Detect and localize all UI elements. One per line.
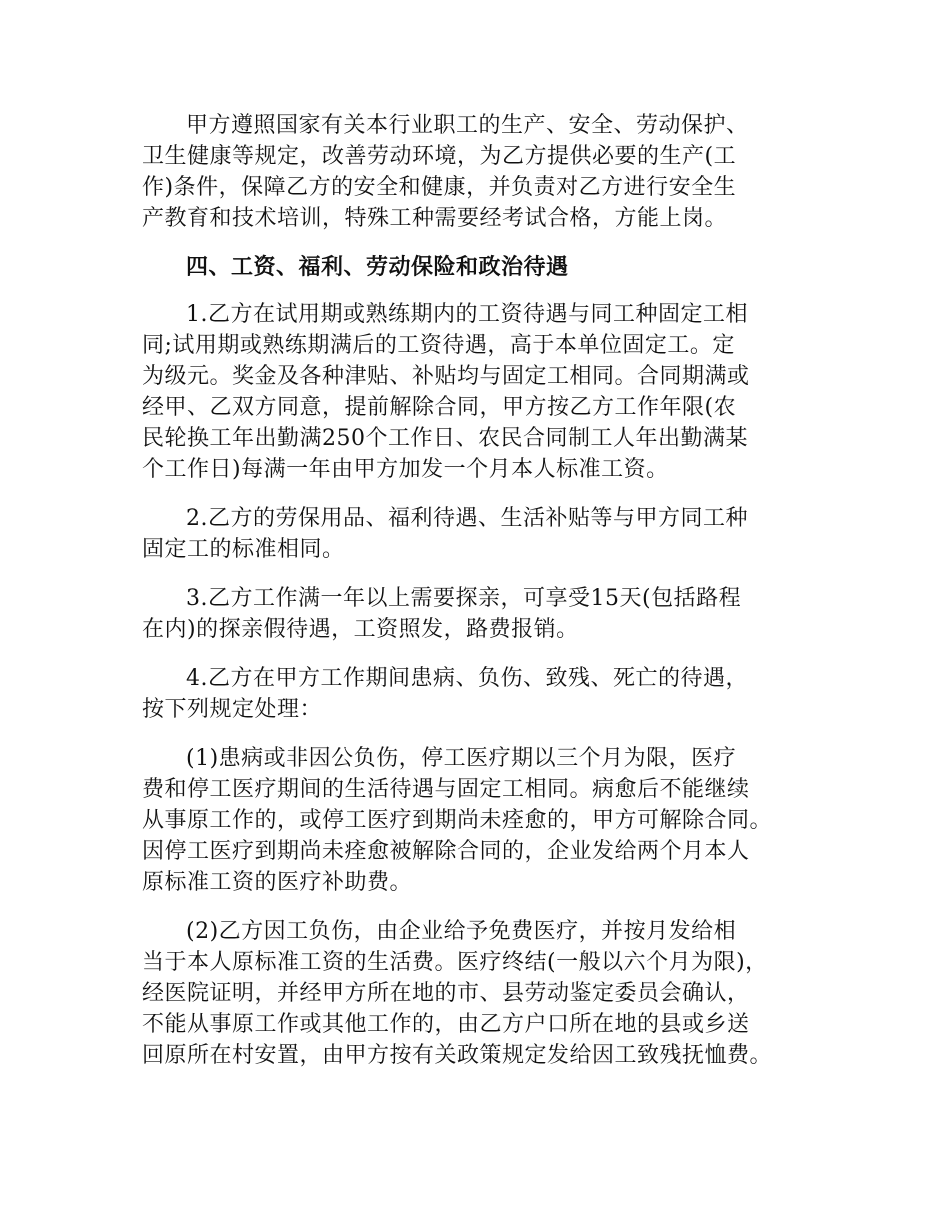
paragraph-subitem-2 xyxy=(142,916,810,1071)
text-line: 个工作日)每满一年由甲方加发一个月本人标准工资。 xyxy=(142,457,669,482)
text-line: 1.乙方在试用期或熟练期内的工资待遇与同工种固定工相 xyxy=(186,302,748,327)
paragraph-item-3 xyxy=(142,583,810,645)
text-line: 产教育和技术培训，特殊工种需要经考试合格，方能上岗。 xyxy=(142,206,728,231)
text-line: 作)条件，保障乙方的安全和健康，并负责对乙方进行安全生 xyxy=(142,175,737,200)
text-line: 按下列规定处理： xyxy=(142,697,323,722)
text-line: 3.乙方工作满一年以上需要探亲，可享受15天(包括路程 xyxy=(186,586,742,611)
text-line: (1)患病或非因公负伤，停工医疗期以三个月为限，医疗 xyxy=(186,746,737,771)
text-line: 固定工的标准相同。 xyxy=(142,537,345,562)
text-line: 因停工医疗到期尚未痊愈被解除合同的，企业发给两个月本人 xyxy=(142,839,750,864)
text-line: 卫生健康等规定，改善劳动环境，为乙方提供必要的生产(工 xyxy=(142,144,737,169)
text-line: 回原所在村安置，由甲方按有关政策规定发给因工致残抚恤费。 xyxy=(142,1043,773,1068)
text-line: 甲方遵照国家有关本行业职工的生产、安全、劳动保护、 xyxy=(186,113,749,138)
text-line: 同;试用期或熟练期满后的工资待遇，高于本单位固定工。定 xyxy=(142,333,735,358)
text-line: 原标准工资的医疗补助费。 xyxy=(142,870,413,895)
text-line: 为级元。奖金及各种津贴、补贴均与固定工相同。合同期满或 xyxy=(142,364,750,389)
text-line: 4.乙方在甲方工作期间患病、负伤、致残、死亡的待遇， xyxy=(186,666,748,691)
text-line: 从事原工作的，或停工医疗到期尚未痊愈的，甲方可解除合同。 xyxy=(142,808,773,833)
paragraph-item-1 xyxy=(142,299,810,485)
text-line: 费和停工医疗期间的生活待遇与固定工相同。病愈后不能继续 xyxy=(142,777,750,802)
text-line: 民轮换工年出勤满250个工作日、农民合同制工人年出勤满某 xyxy=(142,426,748,451)
heading-text: 四、工资、福利、劳动保险和政治待遇 xyxy=(186,254,569,280)
text-line: 2.乙方的劳保用品、福利待遇、生活补贴等与甲方同工种 xyxy=(186,506,748,531)
text-line: 经医院证明，并经甲方所在地的市、县劳动鉴定委员会确认， xyxy=(142,981,750,1006)
text-line: 在内)的探亲假待遇，工资照发，路费报销。 xyxy=(142,617,579,642)
section-heading-wages xyxy=(142,252,810,283)
paragraph-subitem-1 xyxy=(142,743,810,898)
text-line: 不能从事原工作或其他工作的，由乙方户口所在地的县或乡送 xyxy=(142,1012,750,1037)
document-page xyxy=(142,110,810,1089)
text-line: 经甲、乙双方同意，提前解除合同，甲方按乙方工作年限(农 xyxy=(142,395,737,420)
paragraph-safety-conditions xyxy=(142,110,810,234)
paragraph-item-4 xyxy=(142,663,810,725)
paragraph-item-2 xyxy=(142,503,810,565)
text-line: (2)乙方因工负伤，由企业给予免费医疗，并按月发给相 xyxy=(186,919,737,944)
text-line: 当于本人原标准工资的生活费。医疗终结(一般以六个月为限)， xyxy=(142,950,768,975)
